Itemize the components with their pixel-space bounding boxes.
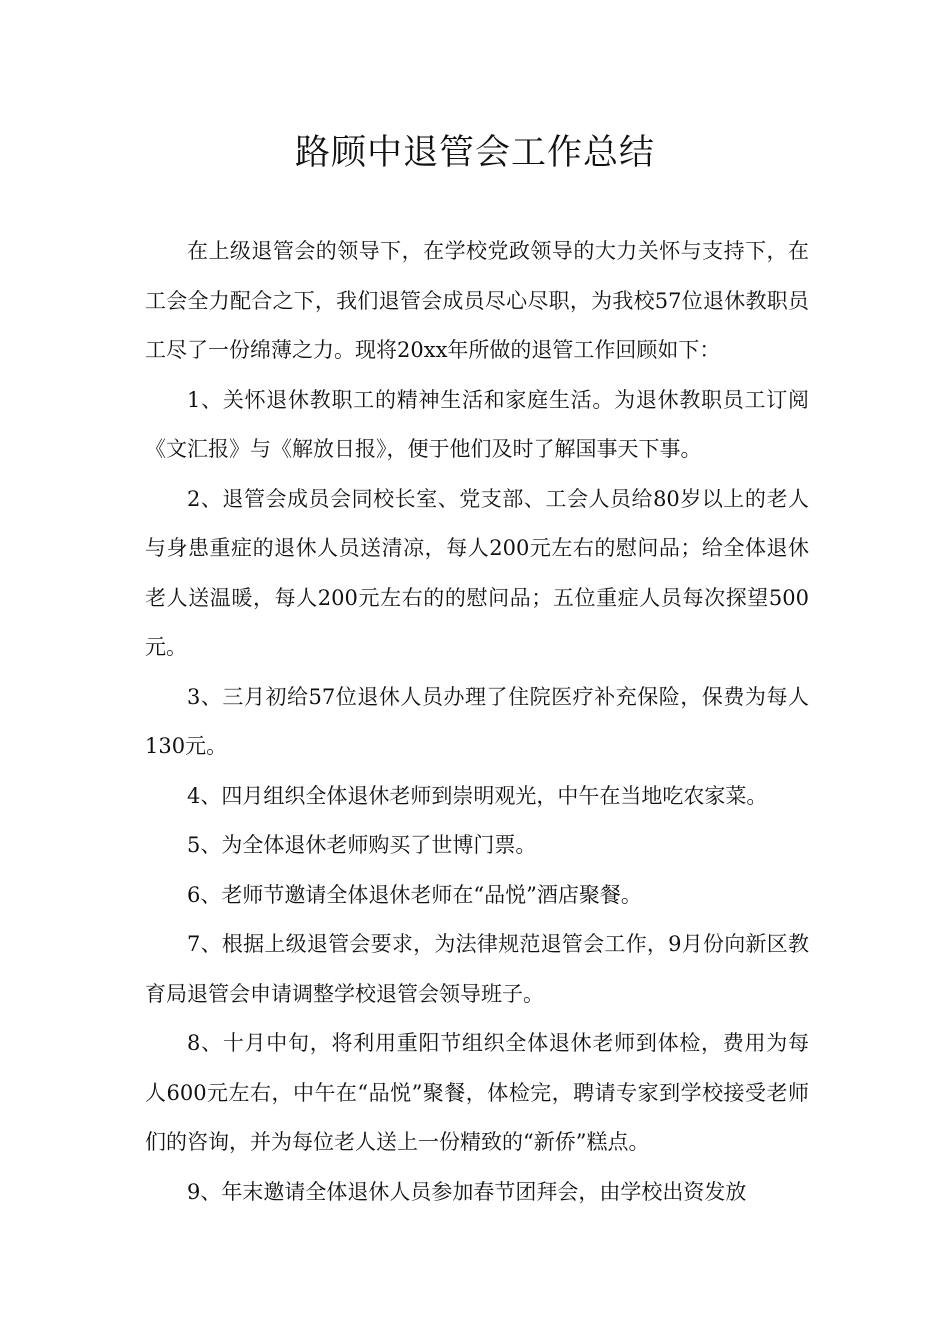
paragraph-item-3: 3、三月初给57位退休人员办理了住院医疗补充保险，保费为每人130元。 [145,684,809,758]
document-body [145,227,809,1217]
paragraph-item-8: 8、十月中旬，将利用重阳节组织全体退休老师到体检，费用为每人600元左右，中午在“品悦”聚餐，体检完，聘请专家到学校接受老师们的咨询，并为每位老人送上一份精致的“新侨”糕点。 [145,1031,809,1154]
paragraph-intro: 在上级退管会的领导下，在学校党政领导的大力关怀与支持下，在工会全力配合之下，我们退管会成员尽心尽职，为我校57位退休教职员工尽了一份绵薄之力。现将20xx年所做的退管工作回顾如下： [145,239,809,362]
paragraph-item-5: 5、为全体退休老师购买了世博门票。 [187,833,537,857]
paragraph-item-1: 1、关怀退休教职工的精神生活和家庭生活。为退休教职员工订阅《文汇报》与《解放日报》，便于他们及时了解国事天下事。 [145,387,809,461]
paragraph-item-2: 2、退管会成员会同校长室、党支部、工会人员给80岁以上的老人与身患重症的退休人员送清凉，每人200元左右的慰问品；给全体退休老人送温暖，每人200元左右的的慰问品；五位重症人员每次探望500元。 [145,486,809,659]
paragraph-item-6: 6、老师节邀请全体退休老师在“品悦”酒店聚餐。 [187,882,642,907]
paragraph-item-9: 9、年末邀请全体退休人员参加春节团拜会，由学校出资发放 [187,1179,747,1204]
document-title: 路顾中退管会工作总结 [294,133,655,173]
paragraph-item-7: 7、根据上级退管会要求，为法律规范退管会工作，9月份向新区教育局退管会申请调整学校退管会领导班子。 [145,932,809,1006]
paragraph-item-4: 4、四月组织全体退休老师到崇明观光，中午在当地吃农家菜。 [187,783,768,808]
